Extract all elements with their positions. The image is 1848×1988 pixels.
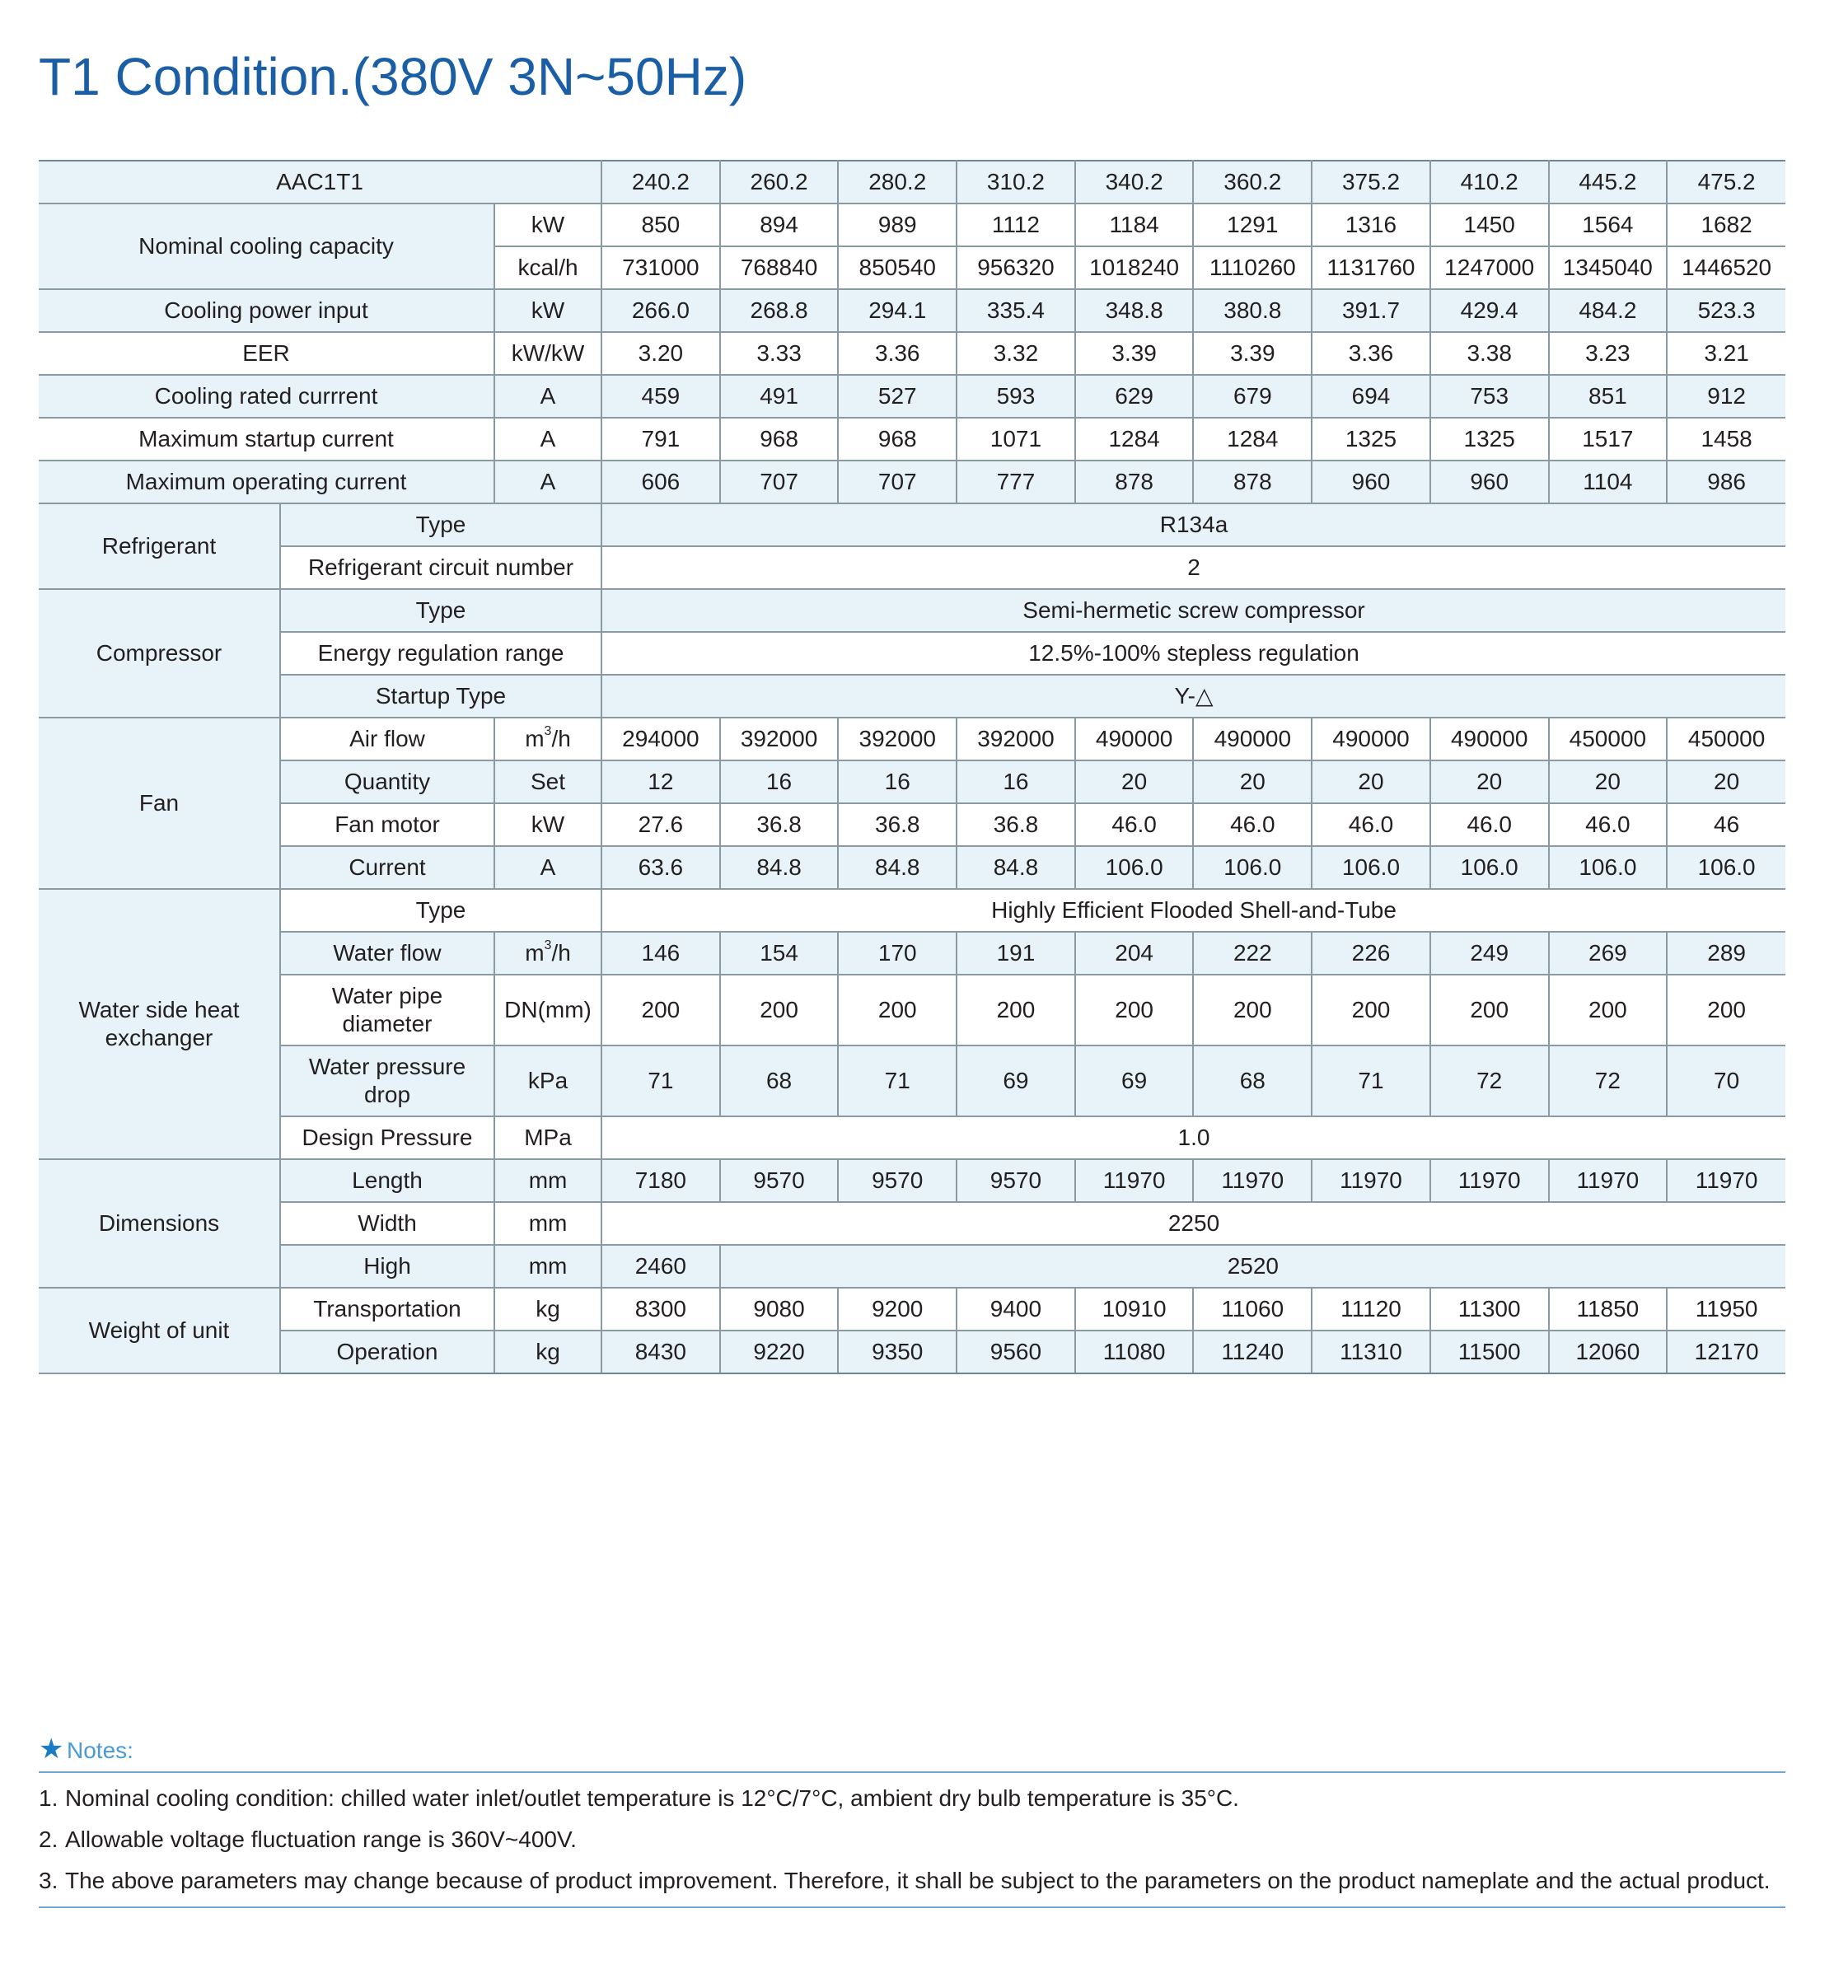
model-number: 445.2 <box>1549 161 1668 203</box>
value-cell: 200 <box>1075 975 1194 1045</box>
model-number: 375.2 <box>1312 161 1430 203</box>
value-cell: 11120 <box>1312 1288 1430 1331</box>
value-cell: 968 <box>838 418 957 461</box>
value-cell: 46.0 <box>1075 803 1194 846</box>
value-span: 2520 <box>720 1245 1785 1288</box>
value-cell: 894 <box>720 203 839 246</box>
sub-label: Water pipe diameter <box>280 975 494 1045</box>
value-cell: 391.7 <box>1312 289 1430 332</box>
value-span: 12.5%-100% stepless regulation <box>601 632 1785 675</box>
value-cell: 1446520 <box>1667 246 1785 289</box>
value-cell: 9570 <box>720 1159 839 1202</box>
sub-label: Length <box>280 1159 494 1202</box>
value-cell: 450000 <box>1549 718 1668 760</box>
value-cell: 20 <box>1075 760 1194 803</box>
value-cell: 1112 <box>957 203 1075 246</box>
value-cell: 170 <box>838 932 957 975</box>
value-cell: 694 <box>1312 375 1430 418</box>
unit-cell: kg <box>494 1288 601 1331</box>
value-cell: 200 <box>957 975 1075 1045</box>
value-cell: 707 <box>720 461 839 503</box>
value-cell: 1131760 <box>1312 246 1430 289</box>
value-cell: 27.6 <box>601 803 720 846</box>
value-cell: 11970 <box>1075 1159 1194 1202</box>
note-text: Nominal cooling condition: chilled water inlet/outlet temperature is 12°C/7°C, ambient dry bulb temperature is 35°C. <box>65 1785 1239 1811</box>
value-cell: 11970 <box>1667 1159 1785 1202</box>
table-row <box>39 1202 1785 1245</box>
value-cell: 268.8 <box>720 289 839 332</box>
value-cell: 68 <box>1193 1045 1312 1116</box>
value-cell: 72 <box>1430 1045 1549 1116</box>
value-cell: 71 <box>601 1045 720 1116</box>
value-cell: 69 <box>1075 1045 1194 1116</box>
value-span: Y-△ <box>601 675 1785 718</box>
value-cell: 71 <box>1312 1045 1430 1116</box>
value-cell: 71 <box>838 1045 957 1116</box>
value-cell: 16 <box>838 760 957 803</box>
table-row <box>39 760 1785 803</box>
unit-tail: /h <box>551 940 571 966</box>
model-number: 475.2 <box>1667 161 1785 203</box>
value-cell: 63.6 <box>601 846 720 889</box>
note-item <box>39 1819 1785 1860</box>
value-cell: 294.1 <box>838 289 957 332</box>
value-cell: 20 <box>1193 760 1312 803</box>
sub-label: Water pressure drop <box>280 1045 494 1116</box>
value-cell: 191 <box>957 932 1075 975</box>
value-cell: 10910 <box>1075 1288 1194 1331</box>
row-label-dimensions: Dimensions <box>39 1159 280 1288</box>
sub-label: Operation <box>280 1331 494 1373</box>
value-cell: 146 <box>601 932 720 975</box>
value-cell: 1325 <box>1312 418 1430 461</box>
value-cell: 11970 <box>1430 1159 1549 1202</box>
value-span: Highly Efficient Flooded Shell-and-Tube <box>601 889 1785 932</box>
table-row <box>39 203 1785 246</box>
value-cell: 9560 <box>957 1331 1075 1373</box>
sub-label: Fan motor <box>280 803 494 846</box>
value-cell: 226 <box>1312 932 1430 975</box>
value-span: R134a <box>601 503 1785 546</box>
note-item <box>39 1778 1785 1819</box>
row-label-water-side-heat-exchanger: Water side heat exchanger <box>39 889 280 1159</box>
value-cell: 777 <box>957 461 1075 503</box>
value-cell: 606 <box>601 461 720 503</box>
value-cell: 1247000 <box>1430 246 1549 289</box>
value-cell: 200 <box>1193 975 1312 1045</box>
value-cell: 68 <box>720 1045 839 1116</box>
table-row <box>39 332 1785 375</box>
value-cell: 106.0 <box>1193 846 1312 889</box>
unit-cell: A <box>494 375 601 418</box>
row-label-eer: EER <box>39 332 494 375</box>
value-cell: 8300 <box>601 1288 720 1331</box>
value-cell: 3.33 <box>720 332 839 375</box>
note-number: 1. <box>39 1785 58 1811</box>
model-number: 410.2 <box>1430 161 1549 203</box>
value-cell: 593 <box>957 375 1075 418</box>
value-cell: 11080 <box>1075 1331 1194 1373</box>
value-cell: 36.8 <box>957 803 1075 846</box>
value-cell: 200 <box>1312 975 1430 1045</box>
model-number: 260.2 <box>720 161 839 203</box>
value-cell: 106.0 <box>1312 846 1430 889</box>
value-cell: 335.4 <box>957 289 1075 332</box>
unit-cell: kW <box>494 203 601 246</box>
unit-cell: mm <box>494 1159 601 1202</box>
value-cell: 1104 <box>1549 461 1668 503</box>
value-cell: 912 <box>1667 375 1785 418</box>
value-cell: 523.3 <box>1667 289 1785 332</box>
row-label-max-operating-current: Maximum operating current <box>39 461 494 503</box>
table-row <box>39 503 1785 546</box>
sub-label: Air flow <box>280 718 494 760</box>
value-cell: 1284 <box>1193 418 1312 461</box>
value-cell: 222 <box>1193 932 1312 975</box>
value-cell: 16 <box>720 760 839 803</box>
sub-label: Refrigerant circuit number <box>280 546 601 589</box>
table-row <box>39 1245 1785 1288</box>
value-cell: 968 <box>720 418 839 461</box>
value-cell: 450000 <box>1667 718 1785 760</box>
value-cell: 392000 <box>720 718 839 760</box>
table-row <box>39 546 1785 589</box>
value-cell: 11240 <box>1193 1331 1312 1373</box>
unit-superscript: 3 <box>544 938 552 952</box>
value-span: 2250 <box>601 1202 1785 1245</box>
value-cell: 269 <box>1549 932 1668 975</box>
value-cell: 11500 <box>1430 1331 1549 1373</box>
table-row <box>39 1159 1785 1202</box>
value-cell: 490000 <box>1075 718 1194 760</box>
sub-label: Quantity <box>280 760 494 803</box>
model-number: 310.2 <box>957 161 1075 203</box>
unit-cell: mm <box>494 1245 601 1288</box>
value-cell: 707 <box>838 461 957 503</box>
value-cell: 20 <box>1549 760 1668 803</box>
table-row <box>39 161 1785 203</box>
star-icon: ★ <box>39 1733 64 1765</box>
table-row <box>39 418 1785 461</box>
unit-cell <box>494 932 601 975</box>
value-cell: 989 <box>838 203 957 246</box>
sub-label: High <box>280 1245 494 1288</box>
value-cell: 960 <box>1312 461 1430 503</box>
value-cell: 1110260 <box>1193 246 1312 289</box>
table-row <box>39 803 1785 846</box>
value-cell: 731000 <box>601 246 720 289</box>
value-cell: 8430 <box>601 1331 720 1373</box>
note-text: The above parameters may change because of product improvement. Therefore, it shall be subject to the parameters on the product nameplate and the actual product. <box>65 1868 1771 1893</box>
value-cell: 11950 <box>1667 1288 1785 1331</box>
value-cell: 490000 <box>1312 718 1430 760</box>
value-cell: 11970 <box>1549 1159 1668 1202</box>
value-cell: 1325 <box>1430 418 1549 461</box>
unit-cell: kg <box>494 1331 601 1373</box>
value-cell: 46.0 <box>1549 803 1668 846</box>
value-cell: 9220 <box>720 1331 839 1373</box>
unit-cell: MPa <box>494 1116 601 1159</box>
value-cell: 11850 <box>1549 1288 1668 1331</box>
value-cell: 9570 <box>838 1159 957 1202</box>
unit-cell: A <box>494 461 601 503</box>
value-cell: 200 <box>601 975 720 1045</box>
value-cell: 1284 <box>1075 418 1194 461</box>
row-label-nominal-cooling-capacity: Nominal cooling capacity <box>39 203 494 289</box>
table-row <box>39 1045 1785 1116</box>
unit-base: m <box>525 940 545 966</box>
row-label-compressor: Compressor <box>39 589 280 718</box>
value-cell: 1345040 <box>1549 246 1668 289</box>
value-cell: 878 <box>1193 461 1312 503</box>
value-cell: 986 <box>1667 461 1785 503</box>
value-cell: 46.0 <box>1312 803 1430 846</box>
value-cell: 956320 <box>957 246 1075 289</box>
value-cell: 9200 <box>838 1288 957 1331</box>
value-cell: 294000 <box>601 718 720 760</box>
value-cell: 106.0 <box>1549 846 1668 889</box>
unit-superscript: 3 <box>544 723 552 738</box>
value-cell: 20 <box>1312 760 1430 803</box>
value-cell: 204 <box>1075 932 1194 975</box>
table-row <box>39 975 1785 1045</box>
sub-label: Type <box>280 589 601 632</box>
page-title: T1 Condition.(380V 3N~50Hz) <box>39 47 747 106</box>
unit-cell: A <box>494 418 601 461</box>
value-cell: 9080 <box>720 1288 839 1331</box>
unit-cell: A <box>494 846 601 889</box>
value-cell: 3.38 <box>1430 332 1549 375</box>
unit-tail: /h <box>551 726 571 751</box>
row-label-max-startup-current: Maximum startup current <box>39 418 494 461</box>
sub-label: Width <box>280 1202 494 1245</box>
value-span: 1.0 <box>601 1116 1785 1159</box>
sub-label: Startup Type <box>280 675 601 718</box>
table-row <box>39 1288 1785 1331</box>
value-cell: 106.0 <box>1075 846 1194 889</box>
value-cell: 249 <box>1430 932 1549 975</box>
model-number: 240.2 <box>601 161 720 203</box>
unit-cell: kW/kW <box>494 332 601 375</box>
model-label: AAC1T1 <box>39 161 601 203</box>
value-cell: 878 <box>1075 461 1194 503</box>
row-label-fan: Fan <box>39 718 280 889</box>
value-cell: 3.36 <box>838 332 957 375</box>
value-cell: 1018240 <box>1075 246 1194 289</box>
unit-base: m <box>525 726 545 751</box>
sub-label: Water flow <box>280 932 494 975</box>
value-cell: 84.8 <box>838 846 957 889</box>
value-cell: 69 <box>957 1045 1075 1116</box>
table-row <box>39 375 1785 418</box>
value-cell: 3.39 <box>1193 332 1312 375</box>
value-cell: 2460 <box>601 1245 720 1288</box>
value-cell: 200 <box>720 975 839 1045</box>
value-cell: 459 <box>601 375 720 418</box>
table-row <box>39 675 1785 718</box>
note-text: Allowable voltage fluctuation range is 360V~400V. <box>65 1827 577 1852</box>
sub-label: Type <box>280 503 601 546</box>
value-cell: 527 <box>838 375 957 418</box>
value-cell: 791 <box>601 418 720 461</box>
value-cell: 3.23 <box>1549 332 1668 375</box>
value-cell: 266.0 <box>601 289 720 332</box>
value-cell: 850 <box>601 203 720 246</box>
table-row <box>39 889 1785 932</box>
value-cell: 3.39 <box>1075 332 1194 375</box>
unit-cell: kW <box>494 803 601 846</box>
value-cell: 106.0 <box>1430 846 1549 889</box>
model-number: 340.2 <box>1075 161 1194 203</box>
value-cell: 200 <box>1430 975 1549 1045</box>
value-cell: 348.8 <box>1075 289 1194 332</box>
value-cell: 3.20 <box>601 332 720 375</box>
unit-cell: DN(mm) <box>494 975 601 1045</box>
row-label-weight-of-unit: Weight of unit <box>39 1288 280 1373</box>
table-row <box>39 932 1785 975</box>
value-cell: 72 <box>1549 1045 1668 1116</box>
sub-label: Type <box>280 889 601 932</box>
value-cell: 1071 <box>957 418 1075 461</box>
value-span: Semi-hermetic screw compressor <box>601 589 1785 632</box>
value-cell: 392000 <box>838 718 957 760</box>
value-cell: 16 <box>957 760 1075 803</box>
value-cell: 106.0 <box>1667 846 1785 889</box>
unit-cell: mm <box>494 1202 601 1245</box>
notes-list <box>39 1773 1785 1908</box>
value-cell: 36.8 <box>838 803 957 846</box>
value-cell: 392000 <box>957 718 1075 760</box>
value-cell: 154 <box>720 932 839 975</box>
table-row <box>39 289 1785 332</box>
value-cell: 1682 <box>1667 203 1785 246</box>
value-cell: 753 <box>1430 375 1549 418</box>
unit-cell: Set <box>494 760 601 803</box>
note-item <box>39 1860 1785 1901</box>
notes-header <box>39 1733 1785 1773</box>
model-number: 280.2 <box>838 161 957 203</box>
value-cell: 9570 <box>957 1159 1075 1202</box>
note-number: 2. <box>39 1827 58 1852</box>
value-cell: 380.8 <box>1193 289 1312 332</box>
value-cell: 1564 <box>1549 203 1668 246</box>
value-cell: 20 <box>1667 760 1785 803</box>
value-cell: 850540 <box>838 246 957 289</box>
value-cell: 1291 <box>1193 203 1312 246</box>
value-cell: 3.21 <box>1667 332 1785 375</box>
value-cell: 46.0 <box>1193 803 1312 846</box>
value-cell: 484.2 <box>1549 289 1668 332</box>
table-row <box>39 589 1785 632</box>
value-cell: 46.0 <box>1430 803 1549 846</box>
value-cell: 200 <box>1667 975 1785 1045</box>
value-cell: 36.8 <box>720 803 839 846</box>
unit-cell <box>494 718 601 760</box>
value-cell: 12060 <box>1549 1331 1668 1373</box>
table-row <box>39 1331 1785 1373</box>
value-cell: 9400 <box>957 1288 1075 1331</box>
table-row <box>39 632 1785 675</box>
value-cell: 70 <box>1667 1045 1785 1116</box>
sub-label: Transportation <box>280 1288 494 1331</box>
notes-section <box>39 1733 1785 1908</box>
sub-label: Energy regulation range <box>280 632 601 675</box>
value-cell: 851 <box>1549 375 1668 418</box>
value-cell: 3.36 <box>1312 332 1430 375</box>
value-cell: 1316 <box>1312 203 1430 246</box>
value-cell: 11310 <box>1312 1331 1430 1373</box>
table-row <box>39 718 1785 760</box>
value-cell: 491 <box>720 375 839 418</box>
value-cell: 12170 <box>1667 1331 1785 1373</box>
value-cell: 1450 <box>1430 203 1549 246</box>
value-cell: 289 <box>1667 932 1785 975</box>
row-label-refrigerant: Refrigerant <box>39 503 280 589</box>
value-cell: 84.8 <box>720 846 839 889</box>
value-cell: 490000 <box>1193 718 1312 760</box>
value-cell: 960 <box>1430 461 1549 503</box>
row-label-cooling-rated-current: Cooling rated currrent <box>39 375 494 418</box>
notes-label: Notes: <box>67 1738 133 1763</box>
value-cell: 12 <box>601 760 720 803</box>
value-cell: 200 <box>838 975 957 1045</box>
value-cell: 84.8 <box>957 846 1075 889</box>
table-row <box>39 1116 1785 1159</box>
row-label-cooling-power-input: Cooling power input <box>39 289 494 332</box>
value-cell: 3.32 <box>957 332 1075 375</box>
unit-cell: kcal/h <box>494 246 601 289</box>
value-cell: 46 <box>1667 803 1785 846</box>
value-cell: 9350 <box>838 1331 957 1373</box>
sub-label: Design Pressure <box>280 1116 494 1159</box>
value-cell: 11970 <box>1312 1159 1430 1202</box>
table-row <box>39 846 1785 889</box>
value-cell: 1517 <box>1549 418 1668 461</box>
value-cell: 20 <box>1430 760 1549 803</box>
spec-table <box>39 160 1785 1374</box>
value-cell: 11060 <box>1193 1288 1312 1331</box>
model-number: 360.2 <box>1193 161 1312 203</box>
unit-cell: kW <box>494 289 601 332</box>
value-cell: 768840 <box>720 246 839 289</box>
value-cell: 429.4 <box>1430 289 1549 332</box>
value-cell: 679 <box>1193 375 1312 418</box>
value-cell: 200 <box>1549 975 1668 1045</box>
value-cell: 629 <box>1075 375 1194 418</box>
value-cell: 1458 <box>1667 418 1785 461</box>
value-cell: 7180 <box>601 1159 720 1202</box>
value-cell: 11300 <box>1430 1288 1549 1331</box>
value-span: 2 <box>601 546 1785 589</box>
table-row <box>39 461 1785 503</box>
spec-table-body <box>39 161 1785 1373</box>
unit-cell: kPa <box>494 1045 601 1116</box>
value-cell: 1184 <box>1075 203 1194 246</box>
note-number: 3. <box>39 1868 58 1893</box>
sub-label: Current <box>280 846 494 889</box>
value-cell: 11970 <box>1193 1159 1312 1202</box>
value-cell: 490000 <box>1430 718 1549 760</box>
